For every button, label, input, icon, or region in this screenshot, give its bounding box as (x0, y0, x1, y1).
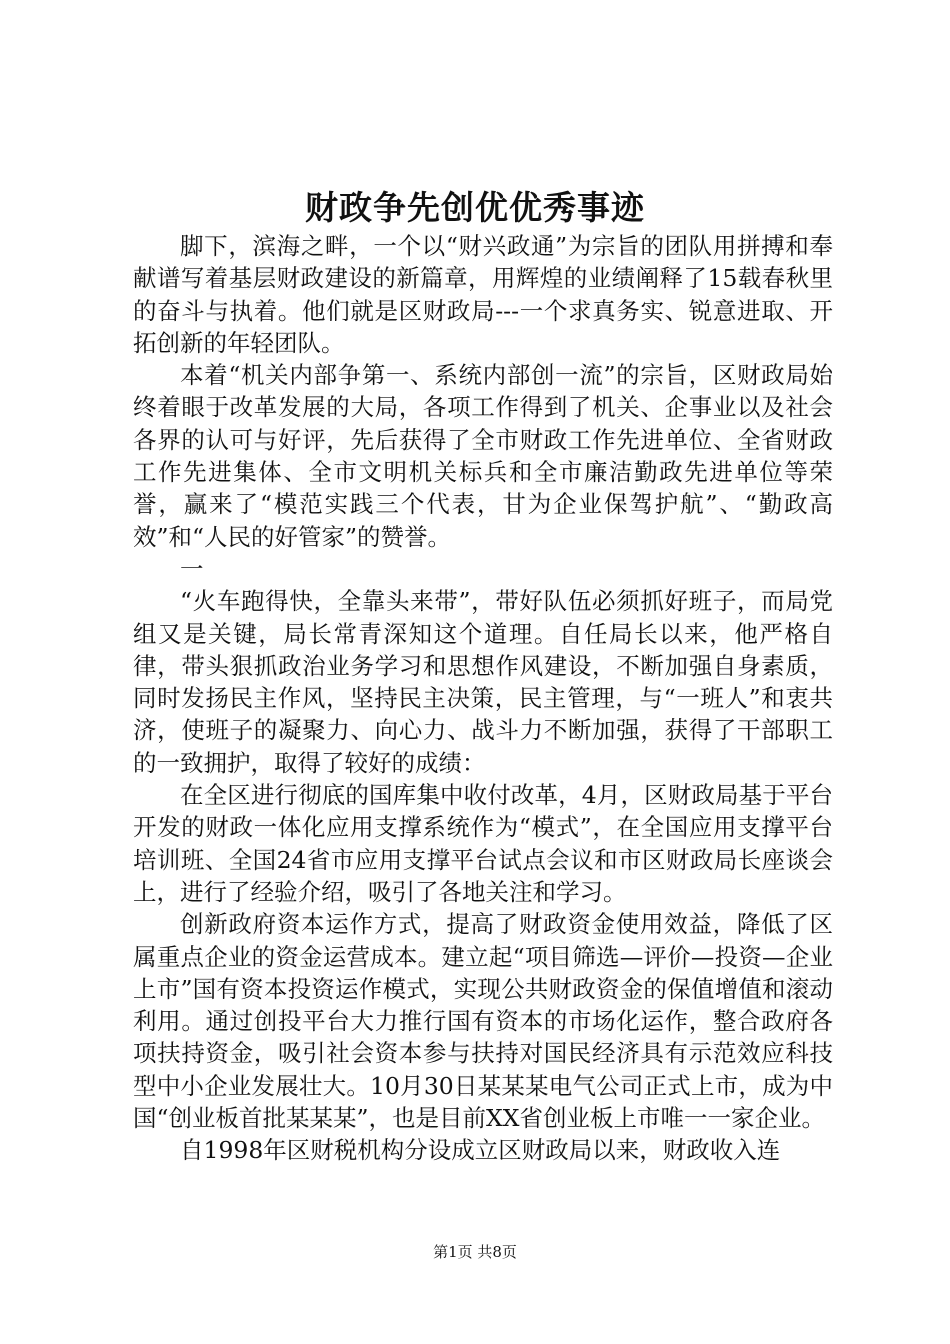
paragraph: 自1998年区财税机构分设成立区财政局以来，财政收入连 (180, 1136, 781, 1165)
document-body (133, 230, 833, 1167)
paragraph: 创新政府资本运作方式，提高了财政资金使用效益，降低了区属重点企业的资金运营成本。建立起“项目筛选—评价—投资—企业上市”国有资本投资运作模式，实现公共财政资金的保值增值和滚动利用。通过创投平台大力推行国有资本的市场化运作，整合政府各项扶持资金，吸引社会资本参与扶持对国民经济具有示范效应科技型中小企业发展壮大。10月30日某某某电气公司正式上市，成为中国“创业板首批某某某”，也是目前XX省创业板上市唯一一家企业。 (133, 910, 833, 1133)
paragraph: 本着“机关内部争第一、系统内部创一流”的宗旨，区财政局始终着眼于改革发展的大局，各项工作得到了机关、企事业以及社会各界的认可与好评，先后获得了全市财政工作先进单位、全省财政工作先进集体、全市文明机关标兵和全市廉洁勤政先进单位等荣誉，赢来了“模范实践三个代表，甘为企业保驾护航”、“勤政高效”和“人民的好管家”的赞誉。 (133, 361, 833, 551)
page-title: 财政争先创优优秀事迹 (305, 188, 645, 227)
section-number: 一 (180, 554, 204, 583)
paragraph: 脚下，滨海之畔，一个以“财兴政通”为宗旨的团队用拼搏和奉献谱写着基层财政建设的新篇章，用辉煌的业绩阐释了15载春秋里的奋斗与执着。他们就是区财政局---一个求真务实、锐意进取、开拓创新的年轻团队。 (133, 232, 833, 357)
paragraph: 在全区进行彻底的国库集中收付改革，4月，区财政局基于平台开发的财政一体化应用支撑系统作为“模式”，在全国应用支撑平台培训班、全国24省市应用支撑平台试点会议和市区财政局长座谈会上，进行了经验介绍，吸引了各地关注和学习。 (133, 781, 833, 906)
paragraph: “火车跑得快，全靠头来带”，带好队伍必须抓好班子，而局党组又是关键，局长常青深知这个道理。自任局长以来，他严格自律，带头狠抓政治业务学习和思想作风建设，不断加强自身素质，同时发扬民主作风，坚持民主决策，民主管理，与“一班人”和衷共济，使班子的凝聚力、向心力、战斗力不断加强，获得了干部职工的一致拥护，取得了较好的成绩： (133, 587, 833, 777)
page-footer: 第1页 共8页 (433, 1243, 517, 1261)
